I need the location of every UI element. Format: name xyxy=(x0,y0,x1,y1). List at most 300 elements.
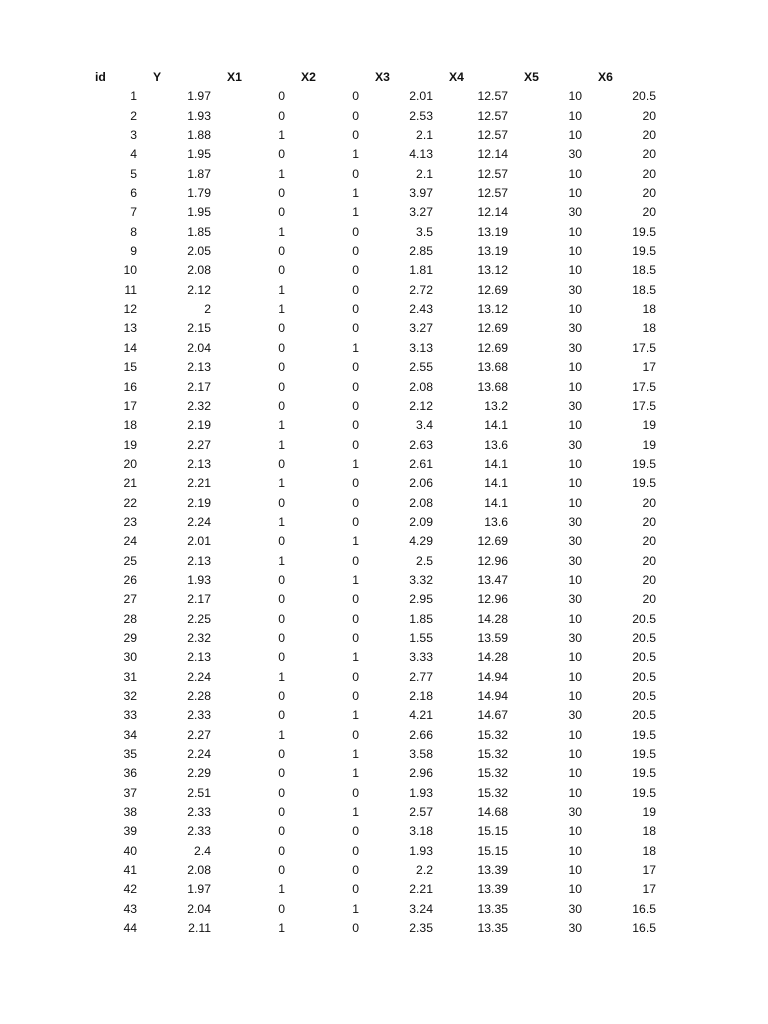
table-cell-x1: 0 xyxy=(278,572,285,587)
table-cell-x6: 18 xyxy=(642,321,656,336)
table-row xyxy=(89,107,666,126)
table-cell-x3: 3.5 xyxy=(416,224,433,239)
table-cell-x3: 2.72 xyxy=(409,282,433,297)
table-row xyxy=(89,784,666,803)
table-cell-x5: 10 xyxy=(568,108,582,123)
table-cell-id: 35 xyxy=(123,747,137,762)
table-cell-x1: 0 xyxy=(278,205,285,220)
table-row xyxy=(89,764,666,783)
table-row xyxy=(89,416,666,435)
table-cell-x6: 18.5 xyxy=(632,282,656,297)
table-cell-id: 29 xyxy=(123,630,137,645)
table-cell-x5: 30 xyxy=(568,205,582,220)
table-cell-x2: 0 xyxy=(352,418,359,433)
table-cell-id: 28 xyxy=(123,611,137,626)
table-cell-x4: 14.94 xyxy=(477,669,508,684)
table-cell-x2: 0 xyxy=(352,263,359,278)
table-cell-x4: 12.96 xyxy=(477,592,508,607)
table-cell-x1: 1 xyxy=(278,514,285,529)
table-cell-x5: 10 xyxy=(568,747,582,762)
table-cell-id: 40 xyxy=(123,843,137,858)
table-row xyxy=(89,648,666,667)
table-cell-x1: 0 xyxy=(278,456,285,471)
table-cell-x3: 3.97 xyxy=(409,186,433,201)
table-cell-x5: 10 xyxy=(568,456,582,471)
table-body xyxy=(89,87,666,938)
table-cell-y: 1.95 xyxy=(187,147,211,162)
table-cell-id: 16 xyxy=(123,379,137,394)
table-cell-x1: 0 xyxy=(278,766,285,781)
table-cell-y: 2.33 xyxy=(187,708,211,723)
table-cell-x1: 0 xyxy=(278,244,285,259)
table-cell-x5: 10 xyxy=(568,689,582,703)
table-cell-x3: 2.61 xyxy=(409,456,433,471)
table-cell-id: 3 xyxy=(130,128,137,143)
table-cell-x1: 0 xyxy=(278,398,285,413)
table-cell-x1: 1 xyxy=(278,418,285,433)
table-cell-x3: 1.81 xyxy=(409,263,433,278)
table-cell-id: 6 xyxy=(130,186,137,201)
table-cell-x3: 3.33 xyxy=(409,650,433,665)
table-cell-x4: 12.14 xyxy=(477,147,508,162)
table-cell-x5: 30 xyxy=(568,437,582,452)
table-row xyxy=(89,165,666,184)
table-cell-x1: 0 xyxy=(278,321,285,336)
table-cell-x6: 16.5 xyxy=(632,921,656,936)
table-cell-x3: 2.09 xyxy=(409,514,433,529)
table-cell-x5: 10 xyxy=(568,611,582,626)
table-cell-x6: 20.5 xyxy=(632,650,656,665)
table-row xyxy=(89,145,666,164)
table-cell-x3: 2.43 xyxy=(409,302,433,317)
table-cell-x3: 2.63 xyxy=(409,437,433,452)
table-cell-id: 10 xyxy=(123,263,137,278)
table-cell-x2: 0 xyxy=(352,611,359,626)
table-cell-x3: 1.85 xyxy=(409,611,433,626)
table-cell-x4: 12.14 xyxy=(477,205,508,220)
table-cell-x5: 10 xyxy=(568,224,582,239)
table-cell-y: 2.17 xyxy=(187,379,211,394)
table-cell-x2: 0 xyxy=(352,843,359,858)
table-cell-x6: 20 xyxy=(642,186,656,201)
table-cell-y: 2.13 xyxy=(187,360,211,375)
table-cell-x2: 0 xyxy=(352,379,359,394)
table-cell-y: 2.13 xyxy=(187,456,211,471)
table-cell-x1: 1 xyxy=(278,669,285,684)
table-cell-x6: 20 xyxy=(642,495,656,510)
table-cell-x4: 12.96 xyxy=(477,553,508,568)
table-cell-x6: 19 xyxy=(642,805,656,820)
table-cell-x5: 30 xyxy=(568,398,582,413)
table-cell-x5: 10 xyxy=(568,650,582,665)
table-cell-x4: 14.94 xyxy=(477,689,508,703)
table-row xyxy=(89,223,666,242)
table-cell-x3: 2.08 xyxy=(409,495,433,510)
table-cell-x2: 0 xyxy=(352,689,359,703)
table-cell-x4: 13.6 xyxy=(484,514,508,529)
table-cell-x5: 30 xyxy=(568,321,582,336)
table-cell-x2: 0 xyxy=(352,824,359,839)
table-cell-y: 1.97 xyxy=(187,882,211,897)
table-cell-y: 2.24 xyxy=(187,747,211,762)
table-cell-x5: 30 xyxy=(568,708,582,723)
table-cell-x2: 1 xyxy=(352,205,359,220)
table-cell-x6: 18 xyxy=(642,843,656,858)
table-cell-x5: 10 xyxy=(568,166,582,181)
table-cell-x6: 20 xyxy=(642,147,656,162)
table-cell-id: 36 xyxy=(123,766,137,781)
table-cell-x4: 13.68 xyxy=(477,379,508,394)
table-cell-x5: 10 xyxy=(568,669,582,684)
table-cell-x1: 1 xyxy=(278,476,285,491)
table-row xyxy=(89,919,666,938)
table-cell-x2: 1 xyxy=(352,340,359,355)
table-row xyxy=(89,339,666,358)
table-cell-x2: 0 xyxy=(352,495,359,510)
table-cell-x6: 17 xyxy=(642,882,656,897)
table-cell-x4: 12.57 xyxy=(477,166,508,181)
table-cell-x2: 0 xyxy=(352,282,359,297)
table-row xyxy=(89,436,666,455)
table-cell-x2: 0 xyxy=(352,553,359,568)
table-cell-id: 4 xyxy=(130,147,137,162)
table-cell-x4: 13.19 xyxy=(477,224,508,239)
table-cell-x2: 0 xyxy=(352,727,359,742)
table-cell-x6: 20.5 xyxy=(632,630,656,645)
table-cell-x4: 12.57 xyxy=(477,108,508,123)
table-row xyxy=(89,358,666,377)
table-cell-x5: 10 xyxy=(568,418,582,433)
table-cell-x3: 2.12 xyxy=(409,398,433,413)
table-cell-y: 1.87 xyxy=(187,166,211,181)
table-cell-x3: 2.21 xyxy=(409,882,433,897)
table-cell-x1: 1 xyxy=(278,282,285,297)
table-cell-y: 1.93 xyxy=(187,572,211,587)
table-cell-x6: 19.5 xyxy=(632,766,656,781)
table-cell-x5: 10 xyxy=(568,495,582,510)
table-cell-x3: 2.1 xyxy=(416,166,433,181)
table-cell-x5: 10 xyxy=(568,824,582,839)
table-cell-x3: 2.1 xyxy=(416,128,433,143)
table-cell-x3: 4.29 xyxy=(409,534,433,549)
table-cell-id: 27 xyxy=(123,592,137,607)
table-cell-id: 44 xyxy=(123,921,137,936)
table-cell-x5: 10 xyxy=(568,476,582,491)
table-cell-x2: 0 xyxy=(352,669,359,684)
table-cell-x1: 0 xyxy=(278,650,285,665)
table-cell-x2: 0 xyxy=(352,921,359,936)
table-cell-x4: 12.69 xyxy=(477,534,508,549)
table-cell-y: 2.04 xyxy=(187,340,211,355)
table-cell-x1: 0 xyxy=(278,824,285,839)
table-row xyxy=(89,571,666,590)
table-cell-x3: 1.93 xyxy=(409,843,433,858)
table-cell-x2: 0 xyxy=(352,108,359,123)
table-cell-x3: 2.08 xyxy=(409,379,433,394)
table-cell-id: 39 xyxy=(123,824,137,839)
table-cell-x2: 1 xyxy=(352,572,359,587)
table-cell-x4: 15.32 xyxy=(477,747,508,762)
table-cell-x2: 1 xyxy=(352,901,359,916)
table-cell-id: 9 xyxy=(130,244,137,259)
table-cell-x2: 1 xyxy=(352,650,359,665)
table-row xyxy=(89,590,666,609)
table-cell-x2: 0 xyxy=(352,437,359,452)
table-cell-x1: 0 xyxy=(278,611,285,626)
table-cell-x6: 17.5 xyxy=(632,379,656,394)
table-cell-y: 2.24 xyxy=(187,669,211,684)
table-cell-x3: 2.18 xyxy=(409,689,433,703)
table-cell-x3: 4.13 xyxy=(409,147,433,162)
table-cell-x2: 0 xyxy=(352,224,359,239)
table-cell-id: 15 xyxy=(123,360,137,375)
table-cell-x2: 0 xyxy=(352,630,359,645)
table-cell-x6: 20 xyxy=(642,166,656,181)
table-row xyxy=(89,880,666,899)
table-cell-x6: 19.5 xyxy=(632,456,656,471)
table-cell-x6: 19.5 xyxy=(632,476,656,491)
table-row xyxy=(89,126,666,145)
table-cell-x4: 12.69 xyxy=(477,282,508,297)
table-cell-x1: 1 xyxy=(278,302,285,317)
table-cell-x6: 20 xyxy=(642,514,656,529)
table-cell-x4: 14.1 xyxy=(484,418,508,433)
column-header-x6: X6 xyxy=(598,70,613,84)
table-cell-x1: 0 xyxy=(278,108,285,123)
table-row xyxy=(89,610,666,629)
table-row xyxy=(89,629,666,648)
column-header-x2: X2 xyxy=(301,70,316,84)
table-cell-x1: 1 xyxy=(278,128,285,143)
table-cell-x1: 0 xyxy=(278,785,285,800)
table-cell-x5: 10 xyxy=(568,572,582,587)
table-cell-x5: 10 xyxy=(568,360,582,375)
table-cell-y: 2.08 xyxy=(187,863,211,878)
table-cell-x4: 13.12 xyxy=(477,263,508,278)
table-cell-x3: 2.96 xyxy=(409,766,433,781)
table-cell-x1: 1 xyxy=(278,553,285,568)
table-cell-x1: 0 xyxy=(278,805,285,820)
table-cell-id: 25 xyxy=(123,553,137,568)
table-cell-id: 34 xyxy=(123,727,137,742)
table-cell-id: 21 xyxy=(123,476,137,491)
table-cell-x4: 15.32 xyxy=(477,766,508,781)
table-cell-x6: 16.5 xyxy=(632,901,656,916)
table-cell-x1: 0 xyxy=(278,360,285,375)
table-cell-x6: 17 xyxy=(642,863,656,878)
header-row xyxy=(89,68,666,87)
table-cell-x1: 1 xyxy=(278,224,285,239)
table-cell-id: 8 xyxy=(130,224,137,239)
table-cell-y: 1.88 xyxy=(187,128,211,143)
table-cell-y: 2.13 xyxy=(187,650,211,665)
table-cell-x6: 20 xyxy=(642,592,656,607)
table-cell-x3: 2.55 xyxy=(409,360,433,375)
table-cell-x3: 2.95 xyxy=(409,592,433,607)
column-header-x3: X3 xyxy=(375,70,390,84)
table-row xyxy=(89,513,666,532)
table-cell-x2: 1 xyxy=(352,147,359,162)
table-cell-id: 30 xyxy=(123,650,137,665)
table-row xyxy=(89,397,666,416)
table-cell-x1: 1 xyxy=(278,727,285,742)
table-cell-x4: 14.67 xyxy=(477,708,508,723)
table-cell-id: 1 xyxy=(130,89,137,104)
table-cell-x3: 2.5 xyxy=(416,553,433,568)
table-cell-x4: 14.1 xyxy=(484,495,508,510)
table-cell-x5: 10 xyxy=(568,89,582,104)
table-cell-x4: 13.68 xyxy=(477,360,508,375)
table-cell-x3: 3.18 xyxy=(409,824,433,839)
table-cell-x1: 0 xyxy=(278,379,285,394)
table-row xyxy=(89,87,666,106)
table-cell-x5: 10 xyxy=(568,263,582,278)
table-row xyxy=(89,552,666,571)
data-table xyxy=(89,68,666,938)
table-cell-x1: 0 xyxy=(278,340,285,355)
table-cell-x1: 1 xyxy=(278,166,285,181)
table-row xyxy=(89,861,666,880)
table-cell-x6: 18 xyxy=(642,824,656,839)
table-row xyxy=(89,455,666,474)
table-cell-y: 2.25 xyxy=(187,611,211,626)
table-row xyxy=(89,300,666,319)
table-cell-x4: 13.35 xyxy=(477,921,508,936)
table-cell-x5: 10 xyxy=(568,785,582,800)
table-cell-id: 11 xyxy=(124,282,137,297)
table-cell-id: 37 xyxy=(123,785,137,800)
table-cell-x1: 0 xyxy=(278,630,285,645)
table-cell-id: 33 xyxy=(123,708,137,723)
column-header-x4: X4 xyxy=(449,70,464,84)
table-cell-x2: 0 xyxy=(352,244,359,259)
table-cell-y: 2.11 xyxy=(188,921,211,936)
table-cell-x1: 0 xyxy=(278,147,285,162)
table-cell-x2: 0 xyxy=(352,360,359,375)
table-cell-y: 1.93 xyxy=(187,108,211,123)
table-cell-x3: 3.24 xyxy=(409,901,433,916)
table-cell-x1: 0 xyxy=(278,89,285,104)
table-cell-x6: 17.5 xyxy=(632,398,656,413)
table-row xyxy=(89,900,666,919)
table-cell-y: 2.32 xyxy=(187,398,211,413)
table-row xyxy=(89,319,666,338)
table-cell-x4: 15.15 xyxy=(477,824,508,839)
table-cell-x3: 2.06 xyxy=(409,476,433,491)
table-row xyxy=(89,242,666,261)
table-cell-x6: 20 xyxy=(642,128,656,143)
table-cell-y: 2.12 xyxy=(187,282,211,297)
table-cell-x4: 14.28 xyxy=(477,611,508,626)
table-cell-x6: 20.5 xyxy=(632,611,656,626)
table-cell-x6: 20.5 xyxy=(632,89,656,104)
table-cell-x5: 30 xyxy=(568,282,582,297)
table-cell-x3: 2.53 xyxy=(409,108,433,123)
table-cell-y: 2.13 xyxy=(187,553,211,568)
table-cell-x3: 4.21 xyxy=(409,708,433,723)
table-cell-x6: 20.5 xyxy=(632,669,656,684)
table-row xyxy=(89,803,666,822)
table-row xyxy=(89,745,666,764)
table-cell-x6: 19.5 xyxy=(632,224,656,239)
table-cell-y: 2.08 xyxy=(187,263,211,278)
table-cell-y: 1.97 xyxy=(187,89,211,104)
table-cell-id: 14 xyxy=(123,340,137,355)
table-cell-id: 42 xyxy=(123,882,137,897)
table-cell-y: 2.33 xyxy=(187,824,211,839)
table-cell-x4: 13.19 xyxy=(477,244,508,259)
table-cell-x4: 14.28 xyxy=(477,650,508,665)
table-cell-x5: 30 xyxy=(568,340,582,355)
table-cell-x6: 19 xyxy=(642,437,656,452)
table-row xyxy=(89,687,666,706)
table-cell-x4: 12.57 xyxy=(477,186,508,201)
table-cell-x1: 1 xyxy=(278,437,285,452)
table-cell-id: 20 xyxy=(123,456,137,471)
table-cell-x2: 0 xyxy=(352,321,359,336)
table-cell-y: 2.27 xyxy=(187,437,211,452)
table-cell-x1: 0 xyxy=(278,708,285,723)
table-cell-x4: 13.59 xyxy=(477,630,508,645)
table-cell-id: 31 xyxy=(123,669,137,684)
table-cell-x5: 10 xyxy=(568,882,582,897)
table-cell-id: 38 xyxy=(123,805,137,820)
table-cell-id: 18 xyxy=(123,418,137,433)
table-cell-id: 2 xyxy=(130,108,137,123)
table-cell-y: 1.95 xyxy=(187,205,211,220)
table-cell-x6: 20 xyxy=(642,205,656,220)
table-cell-x2: 0 xyxy=(352,785,359,800)
table-cell-x5: 10 xyxy=(568,302,582,317)
table-row xyxy=(89,532,666,551)
table-cell-y: 2.04 xyxy=(187,901,211,916)
table-cell-x1: 0 xyxy=(278,534,285,549)
table-cell-x1: 0 xyxy=(278,747,285,762)
table-cell-x2: 0 xyxy=(352,166,359,181)
table-cell-x5: 30 xyxy=(568,901,582,916)
table-cell-x4: 13.6 xyxy=(484,437,508,452)
table-cell-y: 2.01 xyxy=(187,534,211,549)
table-cell-x6: 20 xyxy=(642,108,656,123)
table-cell-x1: 1 xyxy=(278,882,285,897)
table-cell-y: 2.15 xyxy=(187,321,211,336)
table-cell-x3: 3.4 xyxy=(416,418,433,433)
table-cell-x6: 18 xyxy=(642,302,656,317)
table-cell-x2: 0 xyxy=(352,514,359,529)
table-cell-x2: 1 xyxy=(352,186,359,201)
table-cell-x2: 0 xyxy=(352,398,359,413)
table-cell-x2: 0 xyxy=(352,302,359,317)
table-cell-x1: 0 xyxy=(278,263,285,278)
table-cell-x6: 20.5 xyxy=(632,689,656,703)
table-cell-x3: 2.01 xyxy=(409,89,433,104)
table-cell-x1: 1 xyxy=(278,921,285,936)
table-cell-x6: 20 xyxy=(642,553,656,568)
table-cell-id: 19 xyxy=(123,437,137,452)
table-cell-id: 13 xyxy=(123,321,137,336)
table-cell-x5: 30 xyxy=(568,514,582,529)
table-cell-x4: 14.68 xyxy=(477,805,508,820)
table-cell-x3: 3.32 xyxy=(409,572,433,587)
table-cell-x4: 13.12 xyxy=(477,302,508,317)
table-row xyxy=(89,184,666,203)
table-cell-x3: 3.27 xyxy=(409,321,433,336)
table-cell-id: 32 xyxy=(123,689,137,703)
table-cell-x2: 1 xyxy=(352,708,359,723)
table-cell-y: 2.33 xyxy=(187,805,211,820)
table-cell-x1: 0 xyxy=(278,186,285,201)
table-cell-id: 12 xyxy=(123,302,137,317)
